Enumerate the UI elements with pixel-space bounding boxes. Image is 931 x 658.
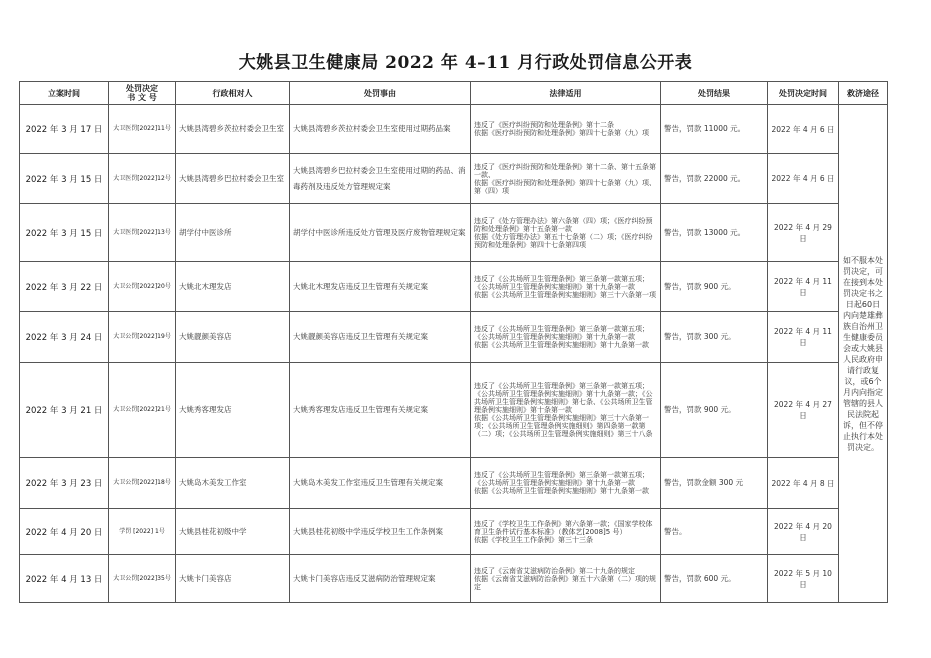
cell-doc-no: 大卫公罚[2022]21号 bbox=[109, 363, 176, 458]
cell-decision-date: 2022 年 4 月 6 日 bbox=[768, 105, 839, 154]
header-remedy: 救济途径 bbox=[839, 82, 888, 105]
cell-party: 大姚秀客理发店 bbox=[176, 363, 290, 458]
header-doc-no: 处罚决定 书 文 号 bbox=[109, 82, 176, 105]
header-matter: 处罚事由 bbox=[290, 82, 471, 105]
table-row bbox=[20, 555, 888, 603]
cell-filing-date: 2022 年 3 月 23 日 bbox=[20, 458, 109, 509]
cell-doc-no: 大卫公罚[2022]20号 bbox=[109, 262, 176, 312]
cell-result: 警告，罚款 600 元。 bbox=[661, 555, 768, 603]
cell-result: 警告，罚款 13000 元。 bbox=[661, 204, 768, 262]
table-row bbox=[20, 363, 888, 458]
cell-party: 大姚岛木美发工作室 bbox=[176, 458, 290, 509]
header-decision-date: 处罚决定时间 bbox=[768, 82, 839, 105]
cell-party: 胡学付中医诊所 bbox=[176, 204, 290, 262]
cell-doc-no: 大卫医罚[2022]12号 bbox=[109, 154, 176, 204]
table-row bbox=[20, 154, 888, 204]
cell-result: 警告。 bbox=[661, 509, 768, 555]
cell-decision-date: 2022 年 5 月 10 日 bbox=[768, 555, 839, 603]
cell-result: 警告，罚款 900 元。 bbox=[661, 262, 768, 312]
cell-filing-date: 2022 年 3 月 24 日 bbox=[20, 312, 109, 363]
cell-doc-no: 大卫公罚[2022]19号 bbox=[109, 312, 176, 363]
cell-matter: 大姚县湾碧乡巴拉村委会卫生室使用过期的药品、消毒药剂及违反处方管理规定案 bbox=[290, 154, 471, 204]
cell-law: 违反了《公共场所卫生管理条例》第三条第一款第五项；《公共场所卫生管理条例实施细则》第十九条第一款 依据《公共场所卫生管理条例实施细则》第十九条第一款 bbox=[471, 312, 661, 363]
cell-decision-date: 2022 年 4 月 11 日 bbox=[768, 312, 839, 363]
cell-filing-date: 2022 年 3 月 15 日 bbox=[20, 204, 109, 262]
table-header-row bbox=[20, 82, 888, 105]
cell-matter: 大姚县湾碧乡茨拉村委会卫生室使用过期药品案 bbox=[290, 105, 471, 154]
cell-matter: 大姚靓颜美容店违反卫生管理有关规定案 bbox=[290, 312, 471, 363]
cell-decision-date: 2022 年 4 月 8 日 bbox=[768, 458, 839, 509]
cell-result: 警告，罚款 11000 元。 bbox=[661, 105, 768, 154]
cell-matter: 大姚岛木美发工作室违反卫生管理有关规定案 bbox=[290, 458, 471, 509]
cell-matter: 大姚北木理发店违反卫生管理有关规定案 bbox=[290, 262, 471, 312]
cell-decision-date: 2022 年 4 月 6 日 bbox=[768, 154, 839, 204]
cell-law: 违反了《公共场所卫生管理条例》第三条第一款第五项；《公共场所卫生管理条例实施细则》第十九条第一款 依据《公共场所卫生管理条例实施细则》第十九条第一款 bbox=[471, 458, 661, 509]
cell-filing-date: 2022 年 3 月 17 日 bbox=[20, 105, 109, 154]
header-filing-date: 立案时间 bbox=[20, 82, 109, 105]
cell-party: 大姚北木理发店 bbox=[176, 262, 290, 312]
cell-matter: 胡学付中医诊所违反处方管理及医疗废物管理规定案 bbox=[290, 204, 471, 262]
cell-law: 违反了《医疗纠纷预防和处理条例》第十二条、第十五条第一款、 依据《医疗纠纷预防和处理条例》第四十七条第（九）项、第（四）项 bbox=[471, 154, 661, 204]
cell-matter: 大姚卡门美容店违反艾滋病防治管理规定案 bbox=[290, 555, 471, 603]
cell-decision-date: 2022 年 4 月 11 日 bbox=[768, 262, 839, 312]
cell-result: 警告，罚款 22000 元。 bbox=[661, 154, 768, 204]
cell-matter: 大姚县桂花初级中学违反学校卫生工作条例案 bbox=[290, 509, 471, 555]
cell-law: 违反了《处方管理办法》第六条第（四）项；《医疗纠纷预防和处理条例》第十五条第一款 依据《处方管理办法》第五十七条第（二）项；《医疗纠纷预防和处理条例》第四十七条第四项 bbox=[471, 204, 661, 262]
cell-decision-date: 2022 年 4 月 29 日 bbox=[768, 204, 839, 262]
cell-party: 大姚县湾碧乡巴拉村委会卫生室 bbox=[176, 154, 290, 204]
cell-law: 违反了《学校卫生工作条例》第六条第一款；《国家学校体育卫生条件试行基本标准》（教体艺[2008]5 号） 依据《学校卫生工作条例》第三十三条 bbox=[471, 509, 661, 555]
cell-law: 违反了《医疗纠纷预防和处理条例》第十二条 依据《医疗纠纷预防和处理条例》第四十七条第（九）项 bbox=[471, 105, 661, 154]
cell-doc-no: 学罚 [2022] 1号 bbox=[109, 509, 176, 555]
cell-filing-date: 2022 年 4 月 20 日 bbox=[20, 509, 109, 555]
cell-law: 违反了《云南省艾滋病防治条例》第二十九条的规定 依据《云南省艾滋病防治条例》第五十六条第（二）项的规定 bbox=[471, 555, 661, 603]
cell-matter: 大姚秀客理发店违反卫生管理有关规定案 bbox=[290, 363, 471, 458]
header-party: 行政相对人 bbox=[176, 82, 290, 105]
table-row bbox=[20, 204, 888, 262]
cell-party: 大姚县湾碧乡茨拉村委会卫生室 bbox=[176, 105, 290, 154]
penalty-table bbox=[19, 81, 888, 603]
table-row bbox=[20, 262, 888, 312]
cell-decision-date: 2022 年 4 月 27 日 bbox=[768, 363, 839, 458]
header-law: 法律适用 bbox=[471, 82, 661, 105]
table-row bbox=[20, 105, 888, 154]
cell-filing-date: 2022 年 4 月 13 日 bbox=[20, 555, 109, 603]
page-title: 大姚县卫生健康局 2022 年 4–11 月行政处罚信息公开表 bbox=[238, 53, 693, 73]
cell-result: 警告，罚款 900 元。 bbox=[661, 363, 768, 458]
table-row bbox=[20, 509, 888, 555]
header-result: 处罚结果 bbox=[661, 82, 768, 105]
cell-result: 警告，罚款金额 300 元 bbox=[661, 458, 768, 509]
cell-filing-date: 2022 年 3 月 22 日 bbox=[20, 262, 109, 312]
cell-party: 大姚卡门美容店 bbox=[176, 555, 290, 603]
cell-doc-no: 大卫医罚[2022]11号 bbox=[109, 105, 176, 154]
cell-doc-no: 大卫公罚[2022]35号 bbox=[109, 555, 176, 603]
cell-result: 警告，罚款 300 元。 bbox=[661, 312, 768, 363]
table-row bbox=[20, 458, 888, 509]
cell-law: 违反了《公共场所卫生管理条例》第三条第一款第五项；《公共场所卫生管理条例实施细则》第十九条第一款；《公共场所卫生管理条例实施细则》第七条、《公共场所卫生管理条例实施细则》第十条第一款 依据《公共场所卫生管理条例实施细则》第三十六条第一项；《公共场所卫生管理条例实施细则》第四条第一款第（二）项；《公共场所卫生管理条例实施细则》第三十八条 bbox=[471, 363, 661, 458]
cell-doc-no: 大卫公罚[2022]18号 bbox=[109, 458, 176, 509]
cell-decision-date: 2022 年 4 月 20 日 bbox=[768, 509, 839, 555]
cell-party: 大姚县桂花初级中学 bbox=[176, 509, 290, 555]
cell-doc-no: 大卫医罚[2022]13号 bbox=[109, 204, 176, 262]
cell-filing-date: 2022 年 3 月 15 日 bbox=[20, 154, 109, 204]
cell-party: 大姚靓颜美容店 bbox=[176, 312, 290, 363]
cell-remedy: 如不服本处罚决定，可在接到本处罚决定书之日起60日内向楚雄彝族自治州卫生健康委员会或大姚县人民政府申请行政复议，或6个月内向指定管辖的县人民法院起诉，但不停止执行本处罚决定。 bbox=[839, 105, 888, 603]
cell-law: 违反了《公共场所卫生管理条例》第三条第一款第五项；《公共场所卫生管理条例实施细则》第十九条第一款 依据《公共场所卫生管理条例实施细则》第三十六条第一项 bbox=[471, 262, 661, 312]
table-row bbox=[20, 312, 888, 363]
cell-filing-date: 2022 年 3 月 21 日 bbox=[20, 363, 109, 458]
